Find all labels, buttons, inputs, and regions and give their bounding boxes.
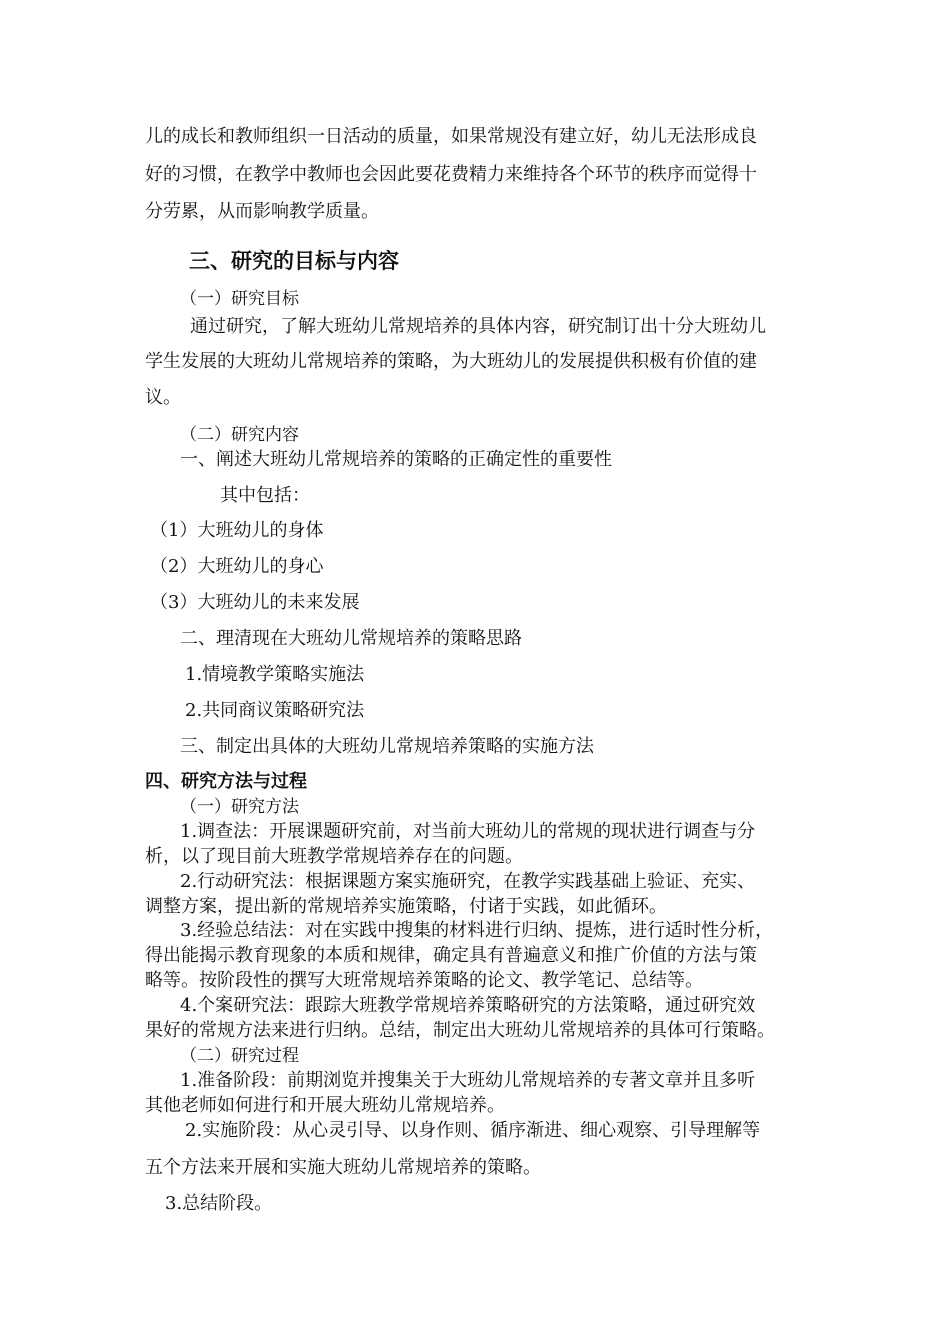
paragraph-line: 得出能揭示教育现象的本质和规律，确定具有普遍意义和推广价值的方法与策 bbox=[145, 945, 757, 966]
paragraph-line: 调整方案，提出新的常规培养实施策略，付诸于实践，如此循环。 bbox=[145, 896, 667, 917]
paragraph-line: 析，以了现目前大班教学常规培养存在的问题。 bbox=[145, 846, 523, 867]
list-item: （1）大班幼儿的身体 bbox=[150, 520, 324, 541]
subsection-heading: （二）研究内容 bbox=[180, 425, 299, 445]
list-item: （2）大班幼儿的身心 bbox=[150, 556, 324, 577]
paragraph-line: 4.个案研究法：跟踪大班教学常规培养策略研究的方法策略，通过研究效 bbox=[180, 995, 756, 1016]
subsection-heading: （一）研究目标 bbox=[180, 289, 299, 309]
section-heading: 三、研究的目标与内容 bbox=[189, 249, 399, 273]
paragraph-line: 3.经验总结法：对在实践中搜集的材料进行归纳、提炼，进行适时性分析， bbox=[180, 920, 774, 941]
list-item: 二、理清现在大班幼儿常规培养的策略思路 bbox=[180, 628, 522, 649]
paragraph-line: 1.准备阶段：前期浏览并搜集关于大班幼儿常规培养的专著文章并且多听 bbox=[180, 1070, 756, 1091]
paragraph-line: 果好的常规方法来进行归纳。总结，制定出大班幼儿常规培养的具体可行策略。 bbox=[145, 1020, 775, 1041]
section-heading: 四、研究方法与过程 bbox=[145, 771, 307, 792]
list-item: 2.共同商议策略研究法 bbox=[185, 700, 365, 721]
paragraph-line: 2.行动研究法：根据课题方案实施研究，在教学实践基础上验证、充实、 bbox=[180, 871, 756, 892]
paragraph-line: 略等。按阶段性的撰写大班常规培养策略的论文、教学笔记、总结等。 bbox=[145, 970, 703, 991]
list-item: 1.情境教学策略实施法 bbox=[185, 664, 365, 685]
paragraph-line: 五个方法来开展和实施大班幼儿常规培养的策略。 bbox=[145, 1157, 541, 1178]
paragraph-line: 1.调查法：开展课题研究前，对当前大班幼儿的常规的现状进行调查与分 bbox=[180, 821, 756, 842]
list-item: （3）大班幼儿的未来发展 bbox=[150, 592, 360, 613]
list-item: 其中包括： bbox=[220, 485, 310, 506]
paragraph-line: 议。 bbox=[145, 387, 181, 408]
paragraph-line: 2.实施阶段：从心灵引导、以身作则、循序渐进、细心观察、引导理解等 bbox=[185, 1120, 761, 1141]
paragraph-line: 其他老师如何进行和开展大班幼儿常规培养。 bbox=[145, 1095, 505, 1116]
paragraph-line: 儿的成长和教师组织一日活动的质量，如果常规没有建立好，幼儿无法形成良 bbox=[145, 126, 757, 147]
list-item: 一、阐述大班幼儿常规培养的策略的正确定性的重要性 bbox=[180, 449, 612, 470]
paragraph-line: 分劳累，从而影响教学质量。 bbox=[145, 201, 379, 222]
paragraph-line: 好的习惯，在教学中教师也会因此要花费精力来维持各个环节的秩序而觉得十 bbox=[145, 164, 757, 185]
paragraph-line: 3.总结阶段。 bbox=[165, 1193, 273, 1214]
subsection-heading: （二）研究过程 bbox=[180, 1046, 299, 1066]
subsection-heading: （一）研究方法 bbox=[180, 797, 299, 817]
paragraph-line: 学生发展的大班幼儿常规培养的策略，为大班幼儿的发展提供积极有价值的建 bbox=[145, 351, 757, 372]
paragraph-line: 通过研究，了解大班幼儿常规培养的具体内容，研究制订出十分大班幼儿 bbox=[190, 316, 766, 337]
list-item: 三、制定出具体的大班幼儿常规培养策略的实施方法 bbox=[180, 736, 594, 757]
